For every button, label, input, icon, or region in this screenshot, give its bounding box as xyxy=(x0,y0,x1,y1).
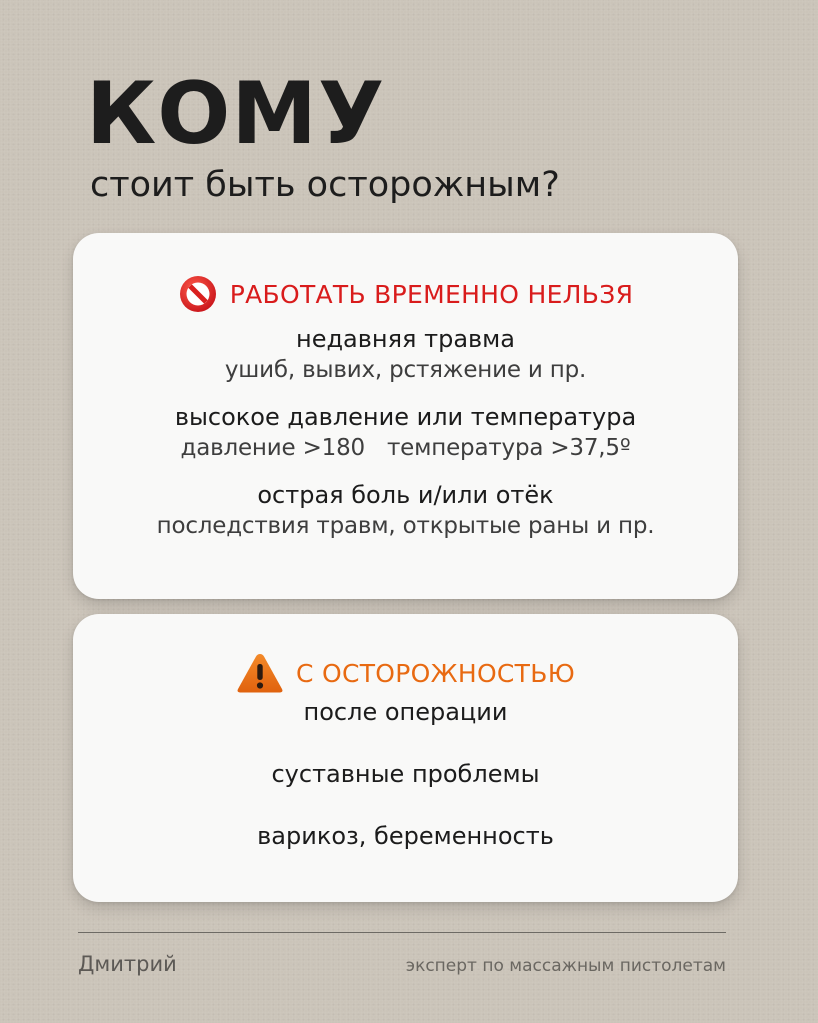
warning-icon xyxy=(236,651,284,695)
item-description xyxy=(73,433,738,463)
item-title: суставные проблемы xyxy=(271,760,540,788)
caution-card xyxy=(73,614,738,902)
pressure-threshold: давление >180 xyxy=(180,435,365,461)
caution-card-heading: С ОСТОРОЖНОСТЬЮ xyxy=(295,658,575,688)
forbidden-card xyxy=(73,233,738,599)
item-title: острая боль и/или отёк xyxy=(257,481,554,509)
list-item xyxy=(73,323,738,385)
list-item xyxy=(73,401,738,463)
caution-card-header xyxy=(73,650,738,696)
forbidden-card-heading: РАБОТАТЬ ВРЕМЕННО НЕЛЬЗЯ xyxy=(229,279,634,309)
author-role: эксперт по массажным пистолетам xyxy=(405,956,726,976)
temperature-threshold: температура >37,5º xyxy=(386,435,631,461)
item-title: после операции xyxy=(303,698,508,726)
page-subtitle: стоит быть осторожным? xyxy=(90,165,560,205)
list-item xyxy=(73,479,738,541)
item-description: ушиб, вывих, рстяжение и пр. xyxy=(224,357,587,383)
page-title: КОМУ xyxy=(86,64,386,164)
no-entry-icon xyxy=(178,274,218,314)
item-description: последствия травм, открытые раны и пр. xyxy=(156,513,655,539)
author-name: Дмитрий xyxy=(78,952,177,976)
item-title: варикоз, беременность xyxy=(257,822,554,850)
item-title: недавняя травма xyxy=(296,325,515,353)
forbidden-card-header xyxy=(73,273,738,315)
item-title: высокое давление или температура xyxy=(174,403,637,431)
footer-divider xyxy=(78,932,726,933)
list-item xyxy=(73,696,738,728)
list-item xyxy=(73,758,738,790)
list-item xyxy=(73,820,738,852)
